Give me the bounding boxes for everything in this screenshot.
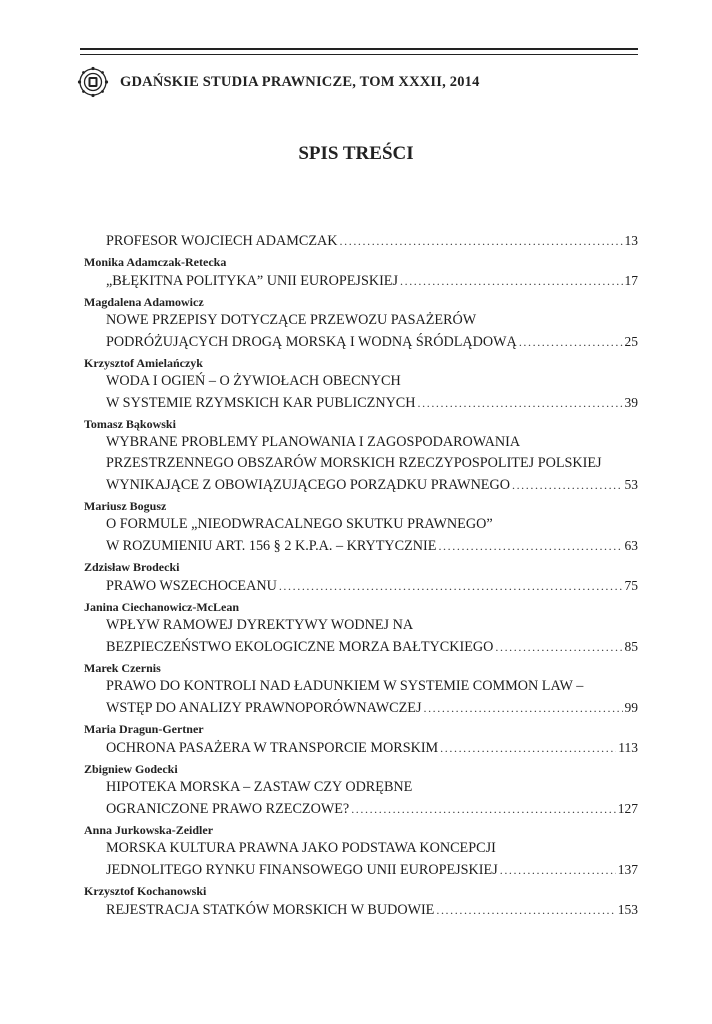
- entry-title-line: [106, 615, 638, 636]
- toc-entry: [84, 498, 638, 556]
- toc-entry: [84, 416, 638, 495]
- entry-author: Krzysztof Amielańczyk: [84, 356, 203, 370]
- entry-title-text: W ROZUMIENIU ART. 156 § 2 K.P.A. – KRYTYCZNIE: [106, 538, 437, 554]
- entry-author: Tomasz Bąkowski: [84, 417, 176, 431]
- entry-title-text: MORSKA KULTURA PRAWNA JAKO PODSTAWA KONCEPCJI: [106, 840, 496, 856]
- entry-title-text: PRZESTRZENNEGO OBSZARÓW MORSKICH RZECZYPOSPOLITEJ POLSKIEJ: [106, 455, 602, 471]
- dot-leader: [519, 332, 623, 353]
- entry-author: Zbigniew Godecki: [84, 762, 178, 776]
- page-number: 17: [624, 273, 638, 288]
- entry-author: Anna Jurkowska-Zeidler: [84, 823, 214, 837]
- entry-title-line: [106, 371, 638, 392]
- page-number: 75: [624, 578, 638, 593]
- entry-title-text: PRAWO DO KONTROLI NAD ŁADUNKIEM W SYSTEMIE COMMON LAW –: [106, 678, 584, 694]
- running-header: [76, 66, 480, 98]
- page-number: 127: [617, 801, 638, 816]
- entry-title-line: [106, 432, 638, 453]
- entry-title-text: PROFESOR WOJCIECH ADAMCZAK: [106, 233, 338, 249]
- table-of-contents: [84, 230, 638, 923]
- entry-title-line: [106, 899, 638, 920]
- university-crest-icon: [76, 66, 110, 98]
- entry-title-text: OCHRONA PASAŻERA W TRANSPORCIE MORSKIM: [106, 740, 439, 756]
- page-number: 13: [624, 233, 638, 248]
- entry-author: Zdzisław Brodecki: [84, 560, 180, 574]
- page-number: 99: [624, 700, 638, 715]
- entry-title-line: [106, 270, 638, 291]
- entry-title-line: [106, 310, 638, 331]
- entry-title-text: W SYSTEMIE RZYMSKICH KAR PUBLICZNYCH: [106, 395, 416, 411]
- entry-title-text: PODRÓŻUJĄCYCH DROGĄ MORSKĄ I WODNĄ ŚRÓDLĄDOWĄ: [106, 334, 517, 350]
- dot-leader: [512, 475, 623, 496]
- entry-title-line: [106, 636, 638, 657]
- header-rule-thick: [80, 48, 638, 50]
- entry-author: Marek Czernis: [84, 661, 161, 675]
- entry-author: Mariusz Bogusz: [84, 499, 167, 513]
- toc-entry: [84, 599, 638, 657]
- entry-title-text: PRAWO WSZECHOCEANU: [106, 578, 277, 594]
- dot-leader: [440, 738, 616, 759]
- entry-title-text: WYBRANE PROBLEMY PLANOWANIA I ZAGOSPODAROWANIA: [106, 434, 521, 450]
- entry-title-text: WPŁYW RAMOWEJ DYREKTYWY WODNEJ NA: [106, 617, 414, 633]
- entry-title-line: [106, 514, 638, 535]
- page-number: 113: [618, 740, 638, 755]
- entry-title-text: JEDNOLITEGO RYNKU FINANSOWEGO UNII EUROPEJSKIEJ: [106, 862, 498, 878]
- entry-title-line: [106, 331, 638, 352]
- entry-title-text: WODA I OGIEŃ – O ŻYWIOŁACH OBECNYCH: [106, 373, 401, 389]
- toc-entry: [84, 761, 638, 819]
- entry-title-line: [106, 474, 638, 495]
- page-title: SPIS TREŚCI: [298, 143, 414, 164]
- dot-leader: [438, 536, 622, 557]
- page-number: 25: [624, 334, 638, 349]
- header-rule-thin: [80, 54, 638, 55]
- entry-title-line: [106, 453, 638, 474]
- entry-title-text: „BŁĘKITNA POLITYKA” UNII EUROPEJSKIEJ: [106, 273, 398, 289]
- entry-title-text: WYNIKAJĄCE Z OBOWIĄZUJĄCEGO PORZĄDKU PRAWNEGO: [106, 477, 510, 493]
- entry-title-text: BEZPIECZEŃSTWO EKOLOGICZNE MORZA BAŁTYCKIEGO: [106, 639, 494, 655]
- dot-leader: [400, 271, 623, 292]
- dot-leader: [436, 900, 615, 921]
- entry-title-line: [106, 859, 638, 880]
- entry-title-line: [106, 798, 638, 819]
- entry-author: Maria Dragun-Gertner: [84, 722, 204, 736]
- entry-title-line: [106, 737, 638, 758]
- entry-title-line: [106, 676, 638, 697]
- dot-leader: [340, 231, 623, 252]
- entry-title-line: [106, 535, 638, 556]
- page-number: 153: [617, 902, 638, 917]
- entry-title-line: [106, 230, 638, 251]
- entry-title-text: OGRANICZONE PRAWO RZECZOWE?: [106, 801, 350, 817]
- dot-leader: [500, 860, 616, 881]
- dot-leader: [423, 698, 622, 719]
- toc-entry: [84, 660, 638, 718]
- entry-title-line: [106, 392, 638, 413]
- toc-entry: [84, 355, 638, 413]
- toc-entry: [84, 883, 638, 920]
- entry-title-text: WSTĘP DO ANALIZY PRAWNOPORÓWNAWCZEJ: [106, 700, 422, 716]
- dot-leader: [418, 393, 623, 414]
- page-number: 53: [624, 477, 638, 492]
- journal-title: GDAŃSKIE STUDIA PRAWNICZE, TOM XXXII, 2014: [120, 73, 480, 90]
- entry-title-line: [106, 838, 638, 859]
- entry-title-line: [106, 777, 638, 798]
- entry-author: Magdalena Adamowicz: [84, 295, 204, 309]
- toc-entry: [84, 254, 638, 291]
- entry-author: Monika Adamczak-Retecka: [84, 255, 227, 269]
- entry-title-line: [106, 697, 638, 718]
- toc-entry: [84, 822, 638, 880]
- entry-author: Janina Ciechanowicz-McLean: [84, 600, 239, 614]
- entry-title-text: O FORMULE „NIEODWRACALNEGO SKUTKU PRAWNEGO”: [106, 516, 493, 532]
- toc-entry: [84, 721, 638, 758]
- entry-author: Krzysztof Kochanowski: [84, 884, 207, 898]
- entry-title-text: REJESTRACJA STATKÓW MORSKICH W BUDOWIE: [106, 902, 435, 918]
- toc-entry: [84, 294, 638, 352]
- entry-title-line: [106, 575, 638, 596]
- dot-leader: [351, 799, 616, 820]
- toc-entry: [84, 230, 638, 251]
- page-number: 137: [617, 862, 638, 877]
- entry-title-text: NOWE PRZEPISY DOTYCZĄCE PRZEWOZU PASAŻERÓW: [106, 312, 477, 328]
- page-number: 85: [624, 639, 638, 654]
- dot-leader: [279, 576, 623, 597]
- page-number: 63: [624, 538, 638, 553]
- entry-title-text: HIPOTEKA MORSKA – ZASTAW CZY ODRĘBNE: [106, 779, 413, 795]
- page-number: 39: [624, 395, 638, 410]
- dot-leader: [495, 637, 622, 658]
- toc-entry: [84, 559, 638, 596]
